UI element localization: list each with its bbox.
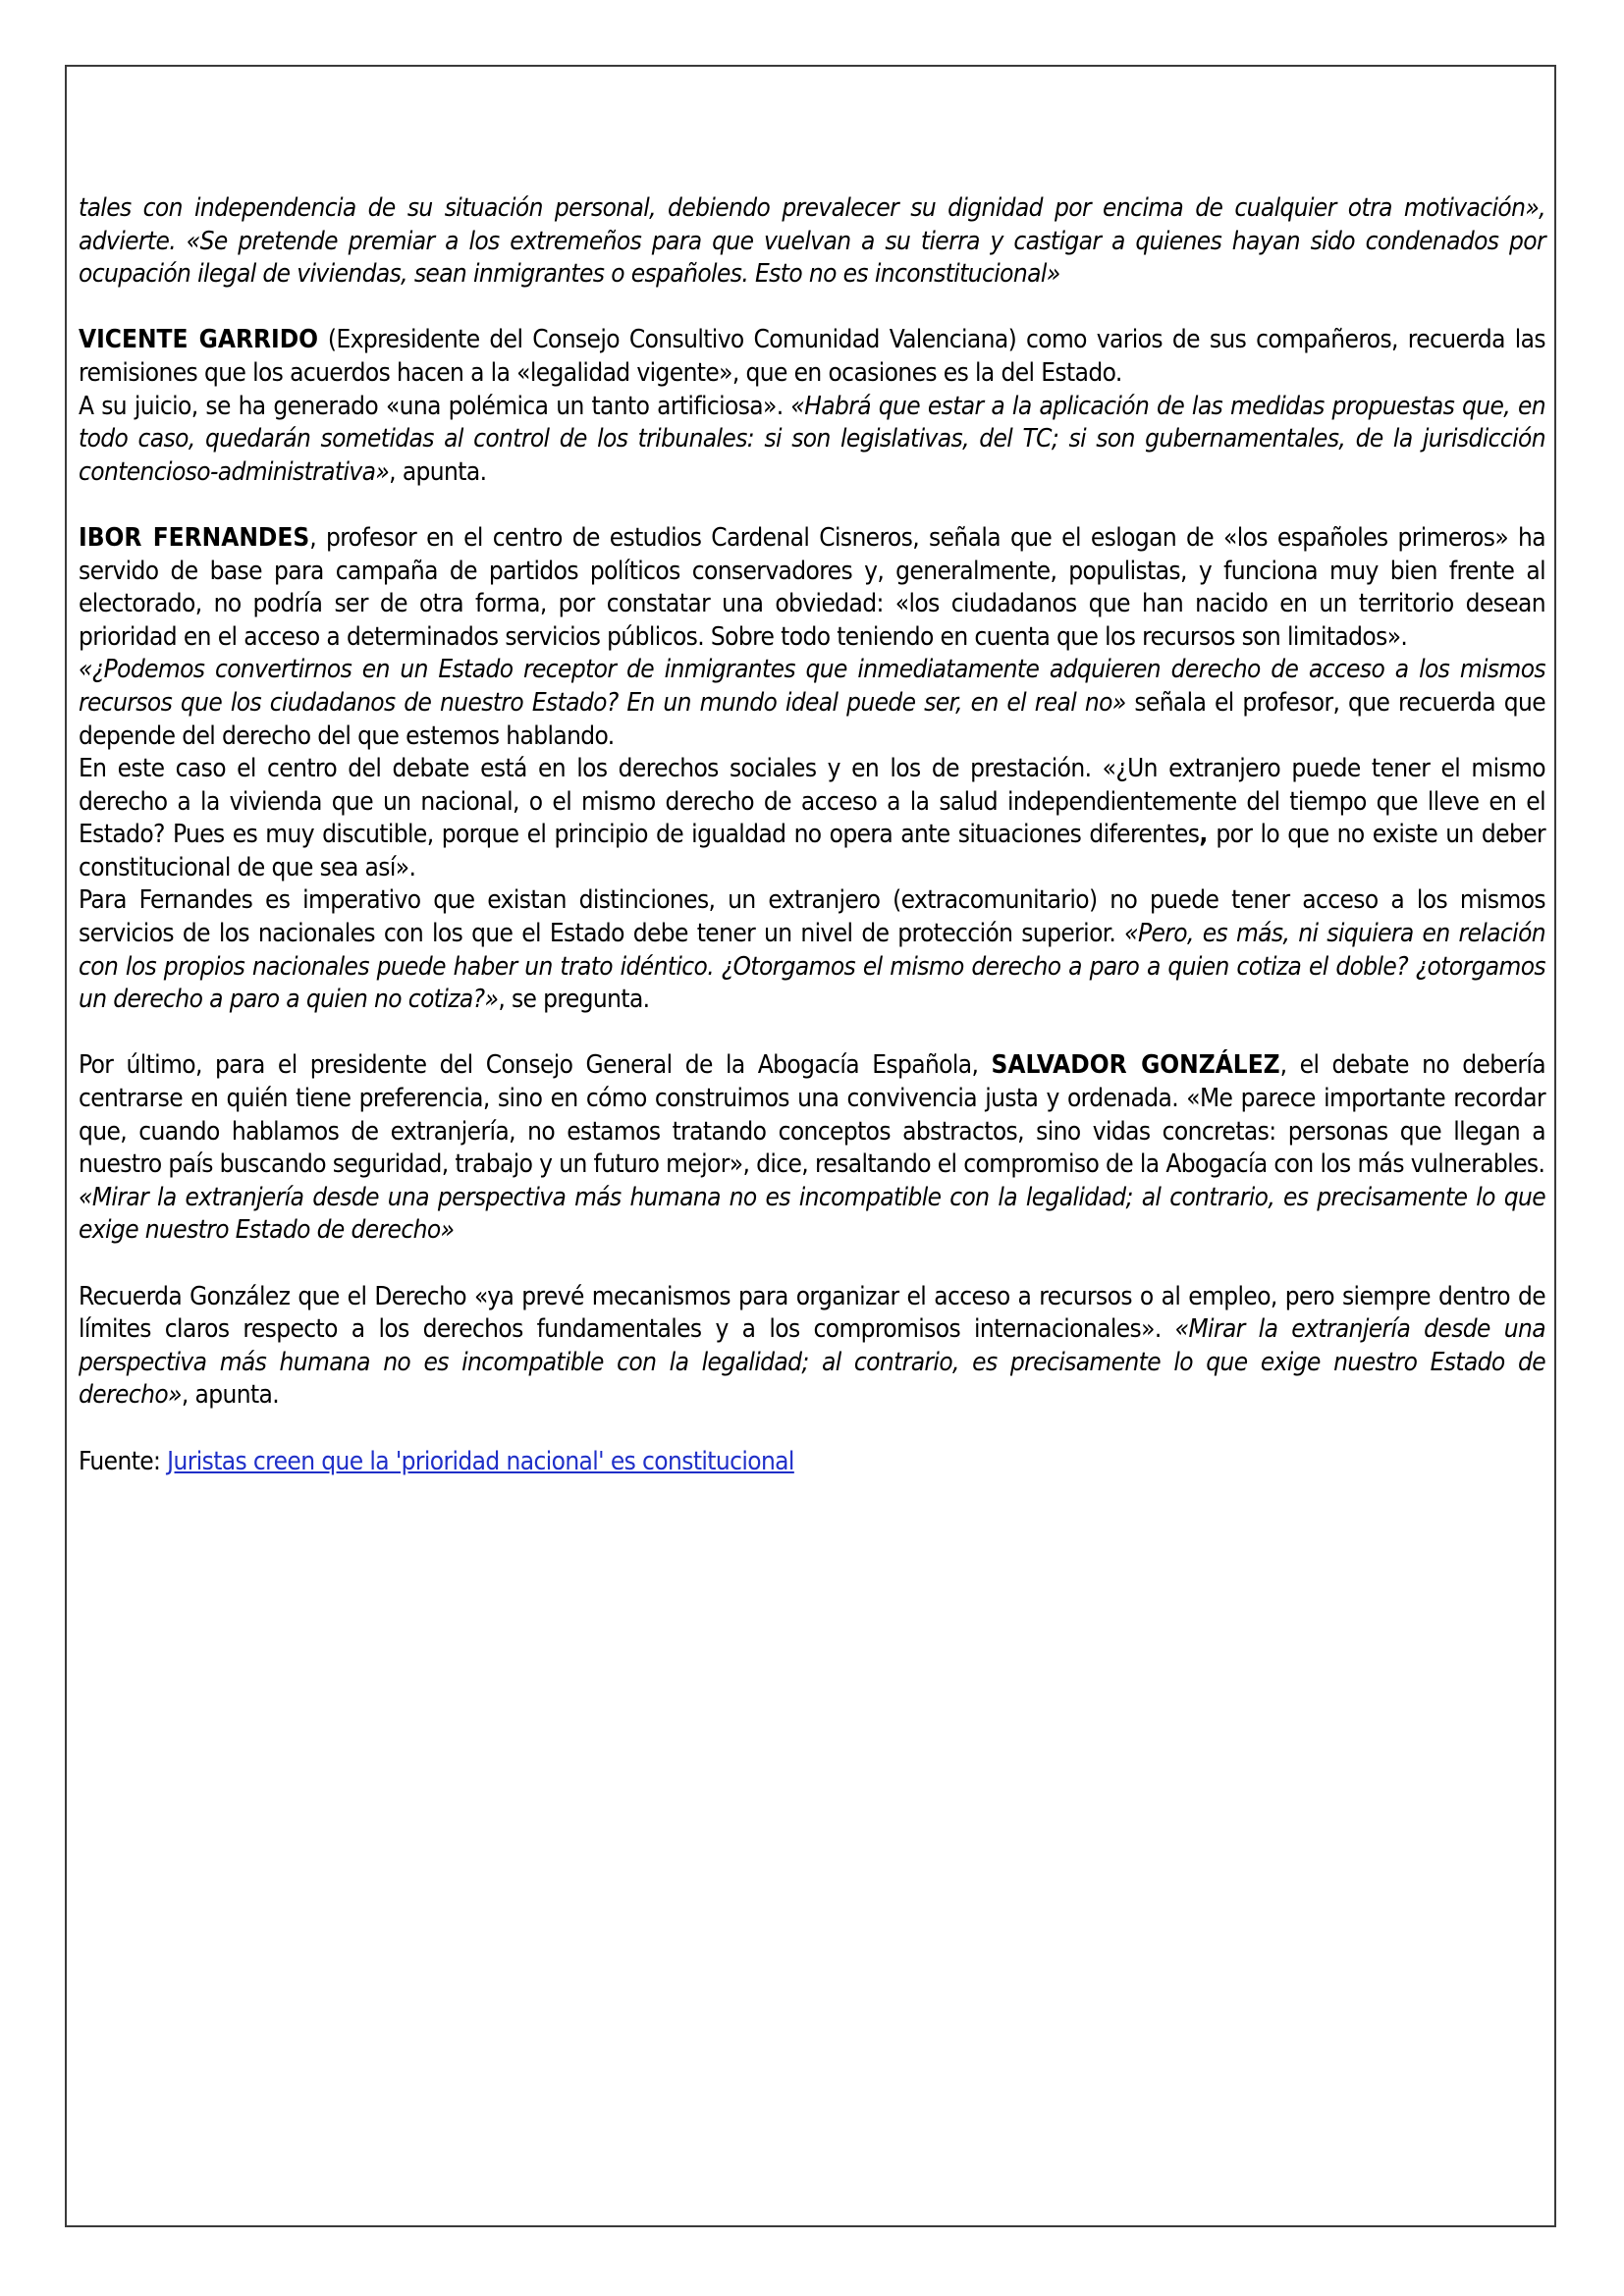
paragraph-tail: señala el profesor, que recuerda que depende del derecho del que estemos hablando. — [79, 687, 1545, 751]
bold-comma: , — [1199, 820, 1209, 850]
paragraph-text: (Expresidente del Consejo Consultivo Comunidad Valenciana) como varios de sus compañeros, recuerda las remisiones que los acuerdos hacen a la «legalidad vigente», que en ocasiones es la del Estado. — [79, 325, 1545, 388]
italic-quote: «Mirar la extranjería desde una perspectiva más humana no es incompatible con la legalidad; al contrario, es precisamente lo que exige nuestro Estado de derecho» — [79, 1182, 1545, 1246]
paragraph-tail: , se pregunta. — [498, 985, 650, 1015]
source-link[interactable]: Juristas creen que la 'prioridad nacional' es constitucional — [167, 1446, 794, 1476]
paragraph-tail: por lo que no existe un deber constitucional de que sea así». — [79, 820, 1546, 882]
speaker-name: VICENTE GARRIDO — [79, 325, 319, 355]
paragraph-spacer — [79, 292, 1545, 325]
paragraph-text: En este caso el centro del debate está en los derechos sociales y en los de prestación. «¿Un extranjero puede tener el mismo derecho a la vivienda que un nacional, o el mismo derecho de acceso a la salud independientemente del tiempo que lleve en el Estado? Pues es muy discutible, porque el principio de igualdad no opera ante situaciones diferentes — [79, 754, 1545, 850]
paragraph-tail: , apunta. — [181, 1380, 280, 1411]
paragraph-text: Para Fernandes es imperativo que existan distinciones, un extranjero (extracomunitario) no puede tener acceso a los mismos servicios de los nacionales con los que el Estado debe tener un nivel de protección superior. — [79, 885, 1545, 949]
source-line — [79, 1446, 1545, 1479]
paragraph-text: Por último, para el presidente del Consejo General de la Abogacía Española, — [79, 1050, 992, 1081]
speaker-name: IBOR FERNANDES — [79, 522, 310, 553]
paragraph-text: A su juicio, se ha generado «una polémica un tanto artificiosa». — [79, 391, 791, 421]
paragraph-fernandes-quote — [79, 654, 1545, 753]
paragraph-tail: , apunta. — [389, 456, 487, 487]
paragraph-spacer — [79, 1017, 1545, 1050]
paragraph-ibor-fernandes — [79, 522, 1545, 654]
italic-quote: tales con independencia de su situación personal, debiendo prevalecer su dignidad por encima de cualquier otra motivación», advierte. «Se pretende premiar a los extremeños para que vuelvan a su tierra y castigar a quienes hayan sido condenados por ocupación ilegal de viviendas, sean inmigrantes o españoles. Esto no es inconstitucional» — [79, 193, 1545, 290]
paragraph-salvador-gonzalez — [79, 1049, 1545, 1181]
paragraph-quote-continuation — [79, 192, 1545, 292]
paragraph-debate-center — [79, 753, 1545, 884]
document-body — [79, 192, 1545, 1478]
paragraph-spacer — [79, 1248, 1545, 1281]
speaker-name: SALVADOR GONZÁLEZ — [991, 1050, 1280, 1081]
paragraph-gonzalez-quote — [79, 1182, 1545, 1248]
paragraph-spacer — [79, 1413, 1545, 1446]
paragraph-tail: , el debate no debería centrarse en quién tiene preferencia, sino en cómo construimos una convivencia justa y ordenada. «Me parece importante recordar que, cuando hablamos de extranjería, no estamos tratando conceptos abstractos, sino vidas concretas: personas que llegan a nuestro país buscando seguridad, trabajo y un futuro mejor», dice, resaltando el compromiso de la Abogacía con los más vulnerables. — [79, 1050, 1545, 1180]
paragraph-vicente-garrido — [79, 324, 1545, 390]
italic-quote: «Pero, es más, ni siquiera en relación con los propios nacionales puede haber un trato idéntico. ¿Otorgamos el mismo derecho a paro a quien cotiza el doble? ¿otorgamos un derecho a paro a quien no cotiza?» — [79, 919, 1546, 1015]
paragraph-spacer — [79, 489, 1545, 522]
paragraph-gonzalez-derecho — [79, 1281, 1545, 1413]
paragraph-text: Recuerda González que el Derecho «ya prevé mecanismos para organizar el acceso a recursos o al empleo, pero siempre dentro de límites claros respecto a los derechos fundamentales y a los compromisos internacionales». — [79, 1281, 1545, 1345]
italic-quote: «Mirar la extranjería desde una perspectiva más humana no es incompatible con la legalidad; al contrario, es precisamente lo que exige nuestro Estado de derecho» — [79, 1314, 1545, 1411]
paragraph-fernandes-distinctions — [79, 884, 1545, 1016]
paragraph-garrido-opinion — [79, 391, 1545, 490]
paragraph-text: , profesor en el centro de estudios Cardenal Cisneros, señala que el eslogan de «los españoles primeros» ha servido de base para campaña de partidos políticos conservadores y, generalmente, populistas, y funciona muy bien frente al electorado, no podría ser de otra forma, por constatar una obviedad: «los ciudadanos que han nacido en un territorio desean prioridad en el acceso a determinados servicios públicos. Sobre todo teniendo en cuenta que los recursos son limitados». — [79, 522, 1545, 652]
italic-quote: «Habrá que estar a la aplicación de las medidas propuestas que, en todo caso, quedarán sometidas al control de los tribunales: si son legislativas, del TC; si son gubernamentales, de la jurisdicción contencioso-administrativa» — [79, 391, 1545, 487]
source-label: Fuente: — [79, 1446, 168, 1476]
italic-quote: «¿Podemos convertirnos en un Estado receptor de inmigrantes que inmediatamente adquieren derecho de acceso a los mismos recursos que los ciudadanos de nuestro Estado? En un mundo ideal puede ser, en el real no» — [79, 655, 1545, 718]
